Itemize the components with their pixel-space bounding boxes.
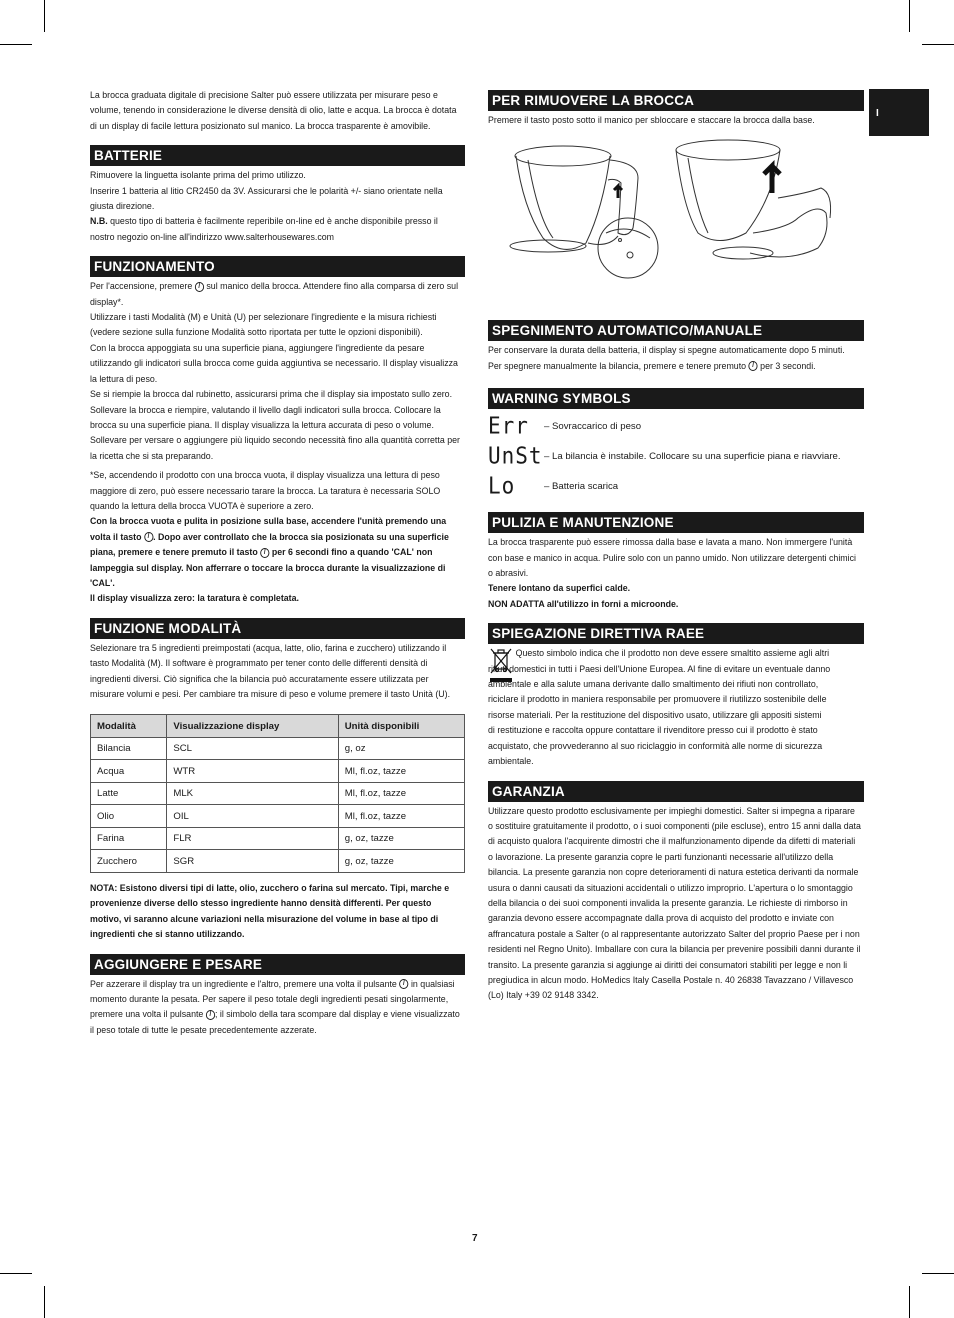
crop-mark	[909, 1286, 910, 1318]
bold-span: NON ADATTA all'utilizzo in forni a microonde.	[488, 598, 679, 610]
batterie-text-1: Rimuovere la linguetta isolante prima del primo utilizzo.	[90, 170, 306, 182]
table-header-cell: Visualizzazione display	[167, 715, 338, 738]
crop-mark	[909, 0, 910, 32]
table-cell: g, oz	[338, 737, 464, 760]
table-header-cell: Modalità	[91, 715, 167, 738]
warning-item	[488, 411, 864, 441]
lcd-symbol: Err	[488, 413, 529, 440]
section-title-warning: WARNING SYMBOLS	[488, 388, 864, 409]
lcd-symbol: UnSt	[488, 443, 543, 470]
language-tab-label: I	[876, 108, 879, 119]
table-cell: Farina	[91, 827, 167, 850]
raee-text: Questo simbolo indica che il prodotto non deve essere smaltito assieme agli altri rifiuti domestici in tutti i Paesi dell'Unione Europea. Al fine di evitare un eventuale danno ambientale e alla salute umana derivante dallo smaltimento dei rifiuti non controllato, riciclare il prodotto in maniera responsabile per promuovere il riutilizzo sostenibile delle risorse materiali. Per la restituzione del dispositivo usato, utilizzare gli appositi sistemi di restituzione e raccolta oppure contattare il rivenditore presso cui il prodotto è stato acquistato, che provvederanno al suo riciclaggio in conformità alle norme di sicurezza ambientale.	[488, 648, 831, 768]
bold-span: Tenere lontano da superfici calde.	[488, 583, 631, 595]
table-cell: MLK	[167, 782, 338, 805]
table-header-cell: Unità disponibili	[338, 715, 464, 738]
modalita-text-1: Selezionare tra 5 ingredienti preimpostati (acqua, latte, olio, farina e zucchero) utilizzando il tasto Modalità (M). Il software è programmato per tener conto delle differenti densità di ingredienti diversi. Ciò significa che la bilancia può accuratamente essere utilizzata per misurare volumi e pesi. Per cambiare tra misure di peso e volume premere il tasto Unità (U).	[90, 642, 451, 700]
pulizia-bold-1	[488, 581, 862, 596]
crop-mark	[44, 1286, 45, 1318]
aggiungere-text-1	[90, 977, 463, 1039]
garanzia-text: Utilizzare questo prodotto esclusivamente per impieghi domestici. Salter si impegna a riparare o sostituire gratuitamente il prodotto, o i suoi componenti (pile escluse), entro 15 anni dalla data di acquisto qualora l'acquirente dimostri che il malfunzionamento dipende da difetti di materiali o lavorazione. La presente garanzia copre le parti funzionanti necessarie all'utilizzo della bilancia. La presente garanzia non copre deterioramenti di natura estetica derivanti da normale usura o danni causati da situazioni accidentali o utilizzo improprio. L'apertura o lo smontaggio della bilancia o dei suoi componenti invalida la presente garanzia. Le richieste di rimborso in garanzia devono essere accompagnate dalla prova di acquisto del prodotto e inviate con affrancatura postale a Salter (o al rappresentante autorizzato Salter del proprio Paese per i non residenti nel Regno Unito). Imballare con cura la bilancia per prevenire possibili danni durante il transito. La presente garanzia si aggiunge ai diritti dei consumatori stabiliti per legge e non li pregiudica in alcun modo. HoMedics Italy Casella Postale n. 40 26838 Tavazzano / Villavesco (Lo) Italy +39 02 9148 3342.	[488, 805, 861, 1002]
pulizia-text-1: La brocca trasparente può essere rimossa dalla base e lavata a mano. Non immergere l'unità con base e manico in acqua. Pulire solo con un panno umido. Non utilizzare detergenti chimici o abrasivi.	[488, 537, 856, 580]
text-span: . Dopo aver controllato che la brocca sia posizionata su una superficie piana, premere e tenere premuto il tasto	[90, 531, 449, 559]
table-header-row	[91, 715, 465, 738]
table-cell: SCL	[167, 737, 338, 760]
spegnimento-text-1: Per conservare la durata della batteria, il display si spegne automaticamente dopo 5 minuti.	[488, 345, 845, 357]
table-cell: OIL	[167, 805, 338, 828]
table-cell: g, oz, tazze	[338, 850, 464, 873]
text-span: Con la brocca vuota e pulita in posizione sulla base, accendere l'unità premendo una volta il tasto	[90, 516, 447, 543]
power-icon: /	[260, 548, 269, 558]
section-title-rimuovere: PER RIMUOVERE LA BROCCA	[488, 90, 864, 111]
right-column	[488, 88, 864, 1004]
table-cell: Olio	[91, 805, 167, 828]
power-icon: /	[206, 1010, 215, 1020]
crop-mark	[922, 44, 954, 45]
funzionamento-calibration-done	[90, 591, 463, 606]
lcd-symbol: Lo	[488, 473, 516, 500]
crop-mark	[0, 1273, 32, 1274]
nb-text: questo tipo di batteria è facilmente reperibile on-line ed è anche disponibile presso il nostro negozio on-line all'indirizzo www.salterhousewares.com	[90, 216, 438, 243]
table-row	[91, 850, 465, 873]
jug-illustration	[488, 138, 864, 296]
warning-description: – Sovraccarico di peso	[544, 420, 642, 432]
rimuovere-text-1: Premere il tasto posto sotto il manico per sbloccare e staccare la brocca dalla base.	[488, 115, 815, 126]
text-span: sul manico della brocca. Attendere fino alla comparsa di zero sul display*.	[90, 281, 459, 308]
text-span: Per l'accensione, premere	[90, 281, 195, 293]
table-cell: Latte	[91, 782, 167, 805]
modalita-note	[90, 881, 463, 943]
table-cell: Ml, fl.oz, tazze	[338, 805, 464, 828]
funzionamento-text-1	[90, 279, 463, 310]
warning-item	[488, 471, 864, 501]
section-title-batterie: BATTERIE	[90, 145, 465, 166]
section-title-modalita: FUNZIONE MODALITÀ	[90, 618, 465, 639]
section-title-garanzia: GARANZIA	[488, 781, 864, 802]
section-title-aggiungere: AGGIUNGERE E PESARE	[90, 954, 465, 975]
bold-span: Il display visualizza zero: la taratura è completata.	[90, 593, 299, 605]
funzionamento-text-5: *Se, accendendo il prodotto con una brocca vuota, il display visualizza una lettura di peso maggiore di zero, può essere necessario tarare la brocca. La taratura è necessaria SOLO quando la lettura della brocca VUOTA è superiore a zero.	[90, 470, 441, 512]
table-cell: FLR	[167, 827, 338, 850]
power-icon: /	[399, 979, 408, 989]
text-span: per 6 secondi fino a quando 'CAL' non lampeggia sul display. Non afferrare o toccare la brocca durante la visualizzazione di 'CAL'.	[90, 547, 446, 589]
crop-mark	[0, 44, 32, 45]
spegnimento-text-2	[488, 359, 862, 374]
warning-description: – La bilancia è instabile. Collocare su una superficie piana e riavviare.	[544, 450, 841, 462]
section-title-funzionamento: FUNZIONAMENTO	[90, 256, 465, 277]
table-row	[91, 805, 465, 828]
funzionamento-text-4: Se si riempie la brocca dal rubinetto, assicurarsi prima che il display sia impostato sullo zero. Sollevare la brocca e riempire, valutando il livello dagli indicatori sulla brocca. Collocare la brocca su una superficie piana. Il display visualizza la lettura accurata di peso o volume. Sollevare per versare o aggiungere più liquido secondo necessità fino alla quantità corretta per la ricetta che si sta preparando.	[90, 389, 460, 462]
crop-mark	[922, 1273, 954, 1274]
left-column	[90, 88, 465, 1038]
pulizia-bold-2	[488, 597, 862, 612]
table-cell: Ml, fl.oz, tazze	[338, 760, 464, 783]
funzionamento-text-3: Con la brocca appoggiata su una superficie piana, aggiungere l'ingrediente da pesare utilizzando gli indicatori sulla brocca come guida aggiuntiva se necessario. Il display visualizza la lettura di peso.	[90, 342, 458, 385]
weee-block	[488, 646, 864, 769]
batterie-note	[90, 214, 463, 245]
bold-span	[90, 516, 449, 589]
section-title-spegnimento: SPEGNIMENTO AUTOMATICO/MANUALE	[488, 320, 864, 341]
section-title-pulizia: PULIZIA E MANUTENZIONE	[488, 512, 864, 533]
table-cell: Ml, fl.oz, tazze	[338, 782, 464, 805]
text-span: in qualsiasi momento durante la pesata. Per sapere il peso totale degli ingredienti pesati singolarmente, premere una volta il pulsante	[90, 978, 455, 1021]
table-cell: Acqua	[91, 760, 167, 783]
table-row	[91, 827, 465, 850]
intro-paragraph: La brocca graduata digitale di precisione Salter può essere utilizzata per misurare peso e volume, tenendo in considerazione le diverse densità di olio, latte e acqua. La brocca è dotata di un display di facile lettura posizionato sul manico. La brocca trasparente è amovibile.	[90, 90, 457, 132]
text-span: Per azzerare il display tra un ingrediente e l'altro, premere una volta il pulsante	[90, 978, 400, 990]
bold-span: NOTA: Esistono diversi tipi di latte, olio, zucchero o farina sul mercato. Tipi, marche e provenienze diverse dello stesso ingrediente hanno densità differenti. Per questo motivo, vi saranno alcune variazioni nella misurazione del volume in base al tipo di ingredienti che si stanno utilizzando.	[90, 882, 450, 941]
table-row	[91, 760, 465, 783]
table-cell: Zucchero	[91, 850, 167, 873]
power-icon: /	[144, 532, 153, 542]
batterie-text-2: Inserire 1 batteria al litio CR2450 da 3V. Assicurarsi che le polarità +/- siano orientate nella giusta direzione.	[90, 185, 443, 213]
text-span: ; il simbolo della tara scompare dal display e viene visualizzato il peso totale di tutte le pesate precedentemente azzerate.	[90, 1009, 460, 1036]
warning-item	[488, 441, 864, 471]
table-cell: SGR	[167, 850, 338, 873]
table-cell: Bilancia	[91, 737, 167, 760]
text-span: per 3 secondi.	[757, 360, 816, 372]
language-tab	[869, 89, 929, 136]
funzionamento-text-2: Utilizzare i tasti Modalità (M) e Unità (U) per selezionare l'ingrediente e la misura richiesti (vedere sezione sulla funzione Modalità sotto riportata per tutte le opzioni disponibili).	[90, 312, 437, 339]
power-icon: /	[195, 282, 204, 292]
table-row	[91, 737, 465, 760]
section-title-raee: SPIEGAZIONE DIRETTIVA RAEE	[488, 623, 864, 644]
power-icon: /	[749, 361, 758, 371]
table-row	[91, 782, 465, 805]
warning-description: – Batteria scarica	[544, 480, 619, 492]
mode-table	[90, 714, 465, 873]
page-number: 7	[472, 1233, 478, 1244]
text-span: Per spegnere manualmente la bilancia, premere e tenere premuto	[488, 360, 749, 372]
funzionamento-calibration	[90, 514, 463, 591]
crop-mark	[44, 0, 45, 32]
table-cell: WTR	[167, 760, 338, 783]
table-cell: g, oz, tazze	[338, 827, 464, 850]
nb-label: N.B.	[90, 216, 108, 228]
